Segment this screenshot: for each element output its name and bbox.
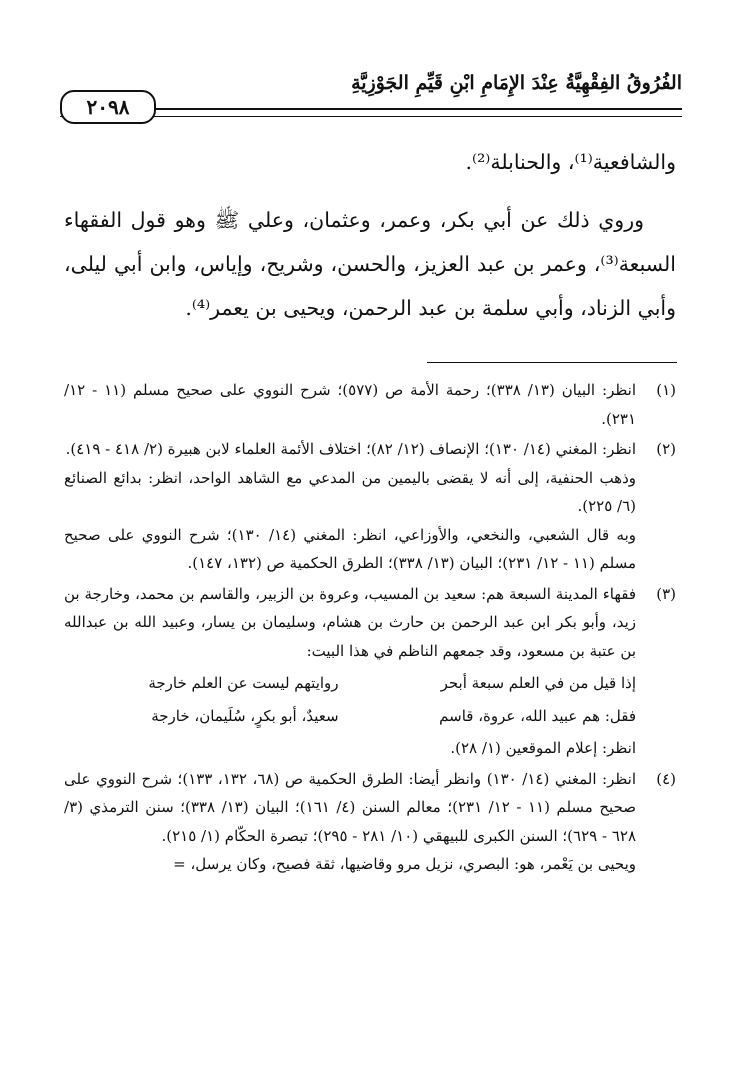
page-number: ٢٠٩٨ bbox=[60, 90, 156, 124]
footnote-number: (٣) bbox=[656, 584, 676, 603]
verse-hemistich: روايتهم ليست عن العلم خارجة bbox=[148, 674, 339, 692]
verse-line bbox=[64, 702, 636, 731]
footnote-text: فقهاء المدينة السبعة هم: سعيد بن المسيب، وعروة بن الزبير، والقاسم بن محمد، وخارجة بن زيد، وأبو بكر ابن عبد الرحمن بن حارث بن هشام، وسليمان بن يسار، وعبيد الله بن عبدالله بن عتبة بن مسعود، وقد جمعهم الناظم في هذا البيت: bbox=[64, 584, 636, 660]
footnote-number: (٢) bbox=[656, 440, 676, 458]
footnote-divider bbox=[427, 362, 677, 363]
verse-hemistich: سعيدٌ، أبو بكرٍ، سُلَيمان، خارجة bbox=[151, 706, 339, 725]
footnote-text: ويحيى بن يَعْمر، هو: البصري، نزيل مرو وقاضيها، ثقة فصيح، وكان يرسل، = bbox=[173, 855, 636, 873]
footnote-3 bbox=[64, 580, 676, 763]
footnote-text: انظر: إعلام الموقعين (١/ ٢٨). bbox=[450, 739, 636, 757]
footnote-text: وبه قال الشعبي، والنخعي، والأوزاعي، انظر: المغني (١٤/ ١٣٠)؛ شرح النووي على صحيح مسلم (١١ - ١٢/ ٢٣١)؛ البيان (١٣/ ٣٣٨)؛ الطرق الحكمية ص (١٣٢، ١٤٧). bbox=[64, 525, 637, 572]
footnote-number: (٤) bbox=[656, 769, 676, 788]
footnote-4 bbox=[64, 765, 676, 879]
verse-hemistich: فقل: هم عبيد الله، عروة، قاسم bbox=[439, 706, 636, 725]
verse-hemistich: إذا قيل من في العلم سبعة أبحر bbox=[440, 674, 636, 692]
main-text bbox=[64, 140, 676, 330]
main-paragraph-1: والشافعية⁽¹⁾، والحنابلة⁽²⁾. bbox=[465, 150, 676, 174]
running-header bbox=[60, 72, 682, 122]
footnote-1 bbox=[64, 376, 676, 433]
footnotes bbox=[64, 376, 676, 881]
footnote-text: انظر: البيان (١٣/ ٣٣٨)؛ رحمة الأمة ص (٥٧٧)؛ شرح النووي على صحيح مسلم (١١ - ١٢/ ٢٣١). bbox=[64, 381, 636, 428]
footnote-text: وذهب الحنفية، إلى أنه لا يقضى باليمين من المدعي مع الشاهد الواحد، انظر: بدائع الصنائع (٦/ ٢٢٥). bbox=[64, 468, 636, 515]
footnote-2 bbox=[64, 435, 676, 578]
footnote-text: انظر: المغني (١٤/ ١٣٠) وانظر أيضا: الطرق الحكمية ص (٦٨، ١٣٢، ١٣٣)؛ شرح النووي على صحيح مسلم (١١ - ١٢/ ٢٣١)؛ معالم السنن (٤/ ١٦١)؛ البيان (١٣/ ٣٣٨)؛ سنن الترمذي (٣/ ٦٢٨ - ٦٢٩)؛ السنن الكبرى للبيهقي (١٠/ ٢٨١ - ٢٩٥)؛ تبصرة الحكّام (١/ ٢١٥). bbox=[64, 769, 637, 845]
verse-line bbox=[64, 669, 636, 698]
book-title: الفُرُوقُ الفِقْهِيَّةُ عِنْدَ الإِمَامِ ابْنِ قَيِّمِ الجَوْزِيَّةِ bbox=[351, 72, 682, 94]
main-paragraph-2: وروي ذلك عن أبي بكر، وعمر، وعثمان، وعلي ﷺ وهو قول الفقهاء السبعة⁽³⁾، وعمر بن عبد العزيز، والحسن، وشريح، وإياس، وابن أبي ليلى، وأبي الزناد، وأبي سلمة بن عبد الرحمن، ويحيى بن يعمر⁽⁴⁾. bbox=[64, 208, 676, 320]
footnote-text: انظر: المغني (١٤/ ١٣٠)؛ الإنصاف (١٢/ ٨٢)؛ اختلاف الأئمة العلماء لابن هبيرة (٢/ ٤١٨ - ٤١٩). bbox=[65, 440, 636, 458]
footnote-number: (١) bbox=[656, 381, 676, 399]
